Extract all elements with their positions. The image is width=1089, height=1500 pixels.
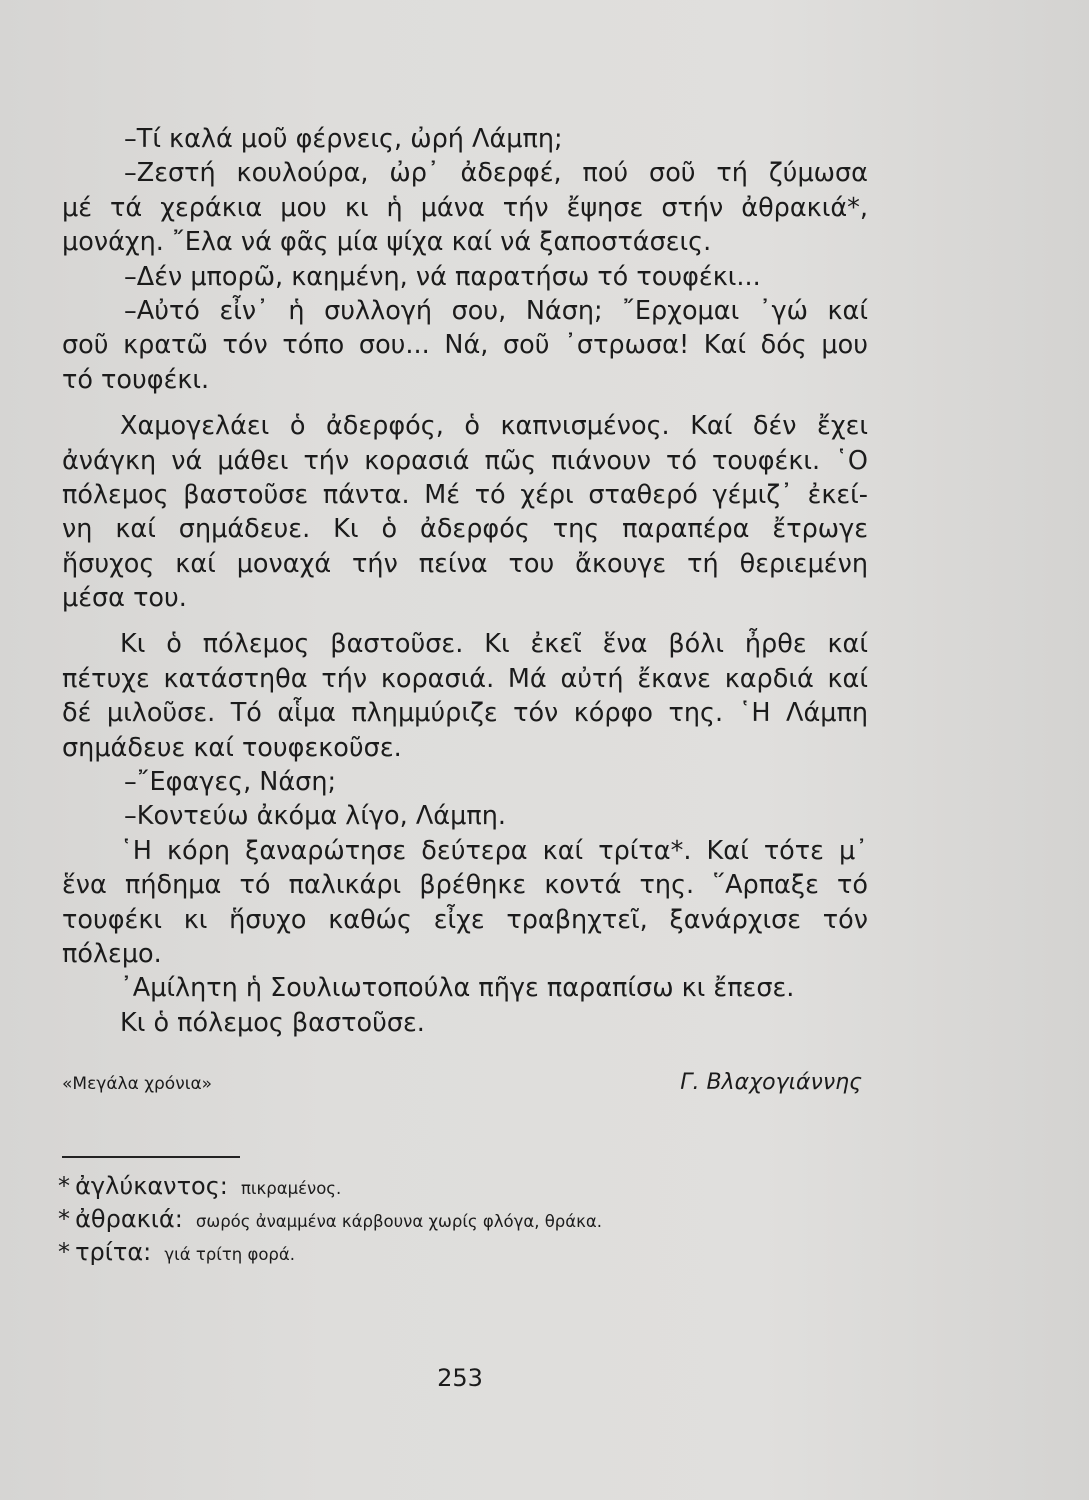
text-line: μονάχη. ῎Ελα νά φᾶς μία ψίχα καί νά ξαποστάσεις. — [62, 227, 712, 258]
footnote-marker: * — [58, 1238, 70, 1266]
footnote-term: ἀθρακιά: — [75, 1205, 183, 1233]
text-line: –῎Εφαγες, Νάση; — [124, 767, 337, 798]
text-line: νη καί σημάδευε. Κι ὁ ἀδερφός της παραπέρα ἔτρωγε — [62, 514, 868, 545]
footnote-term: ἀγλύκαντος: — [75, 1172, 228, 1200]
text-line: τό τουφέκι. — [62, 364, 210, 395]
footnote — [58, 1172, 602, 1205]
story-text — [62, 122, 868, 1040]
text-line: μέσα του. — [62, 583, 187, 614]
text-line: –Ζεστή κουλούρα, ὠρ᾿ ἀδερφέ, πού σοῦ τή ζύμωσα — [124, 158, 868, 189]
text-line: –Τί καλά μοῦ φέρνεις, ὠρή Λάμπη; — [124, 124, 563, 154]
footnote-divider — [62, 1156, 240, 1158]
footnotes — [58, 1172, 602, 1271]
source-author: Γ. Βλαχογιάννης — [680, 1070, 862, 1095]
footnote-marker: * — [58, 1205, 70, 1233]
text-line: δέ μιλοῦσε. Τό αἷμα πλημμύριζε τόν κόρφο της. ῾Η Λάμπη — [62, 698, 868, 729]
text-line: ἥσυχος καί μοναχά τήν πείνα του ἄκουγε τή θεριεμένη — [62, 548, 868, 579]
text-line: –Δέν μπορῶ, καημένη, νά παρατήσω τό τουφέκι... — [124, 261, 761, 292]
text-line: μέ τά χεράκια μου κι ἡ μάνα τήν ἔψησε στήν ἀθρακιά*, — [62, 192, 868, 223]
footnote-definition: πικραμένος. — [240, 1179, 342, 1198]
footnote-marker: * — [58, 1172, 70, 1200]
text-line: τουφέκι κι ἥσυχο καθώς εἶχε τραβηχτεῖ, ξανάρχισε τόν — [62, 904, 868, 935]
text-line: ἕνα πήδημα τό παλικάρι βρέθηκε κοντά της. ῞Αρπαξε τό — [62, 870, 868, 901]
footnote — [58, 1238, 602, 1271]
text-line: Κι ὁ πόλεμος βαστοῦσε. Κι ἐκεῖ ἕνα βόλι ἦρθε καί — [120, 629, 868, 660]
text-line: πέτυχε κατάστηθα τήν κορασιά. Μά αὐτή ἔκανε καρδιά καί — [62, 663, 868, 694]
text-line: σοῦ κρατῶ τόν τόπο σου... Νά, σοῦ ᾿στρωσα! Καί δός μου — [62, 330, 868, 361]
text-line: –Αὐτό εἶν᾿ ἡ συλλογή σου, Νάση; ῎Ερχομαι ᾿γώ καί — [124, 295, 868, 326]
text-line: πόλεμος βαστοῦσε πάντα. Μέ τό χέρι σταθερό γέμιζ᾿ ἐκεί- — [62, 479, 868, 510]
footnote-definition: σωρός ἀναμμένα κάρβουνα χωρίς φλόγα, θράκα. — [195, 1212, 603, 1231]
text-line: –Κοντεύω ἀκόμα λίγο, Λάμπη. — [124, 801, 506, 832]
paragraph-gap — [62, 615, 868, 627]
paragraph-gap — [62, 397, 868, 409]
text-line: πόλεμο. — [62, 938, 162, 969]
footnote-definition: γιά τρίτη φορά. — [164, 1245, 296, 1264]
source-attribution — [62, 1070, 862, 1095]
text-line: ἀνάγκη νά μάθει τήν κορασιά πῶς πιάνουν τό τουφέκι. ῾Ο — [62, 445, 868, 476]
page-number: 253 — [437, 1364, 483, 1392]
footnote — [58, 1205, 602, 1238]
footnote-term: τρίτα: — [75, 1238, 152, 1266]
text-line: ᾿Αμίλητη ἡ Σουλιωτοπούλα πῆγε παραπίσω κι ἔπεσε. — [120, 973, 795, 1004]
text-line: ῾Η κόρη ξαναρώτησε δεύτερα καί τρίτα*. Καί τότε μ᾿ — [120, 835, 868, 866]
text-line: σημάδευε καί τουφεκοῦσε. — [62, 732, 402, 763]
text-line: Χαμογελάει ὁ ἀδερφός, ὁ καπνισμένος. Καί δέν ἔχει — [120, 411, 868, 442]
source-work-title: «Μεγάλα χρόνια» — [62, 1074, 213, 1094]
text-line: Κι ὁ πόλεμος βαστοῦσε. — [120, 1007, 425, 1038]
